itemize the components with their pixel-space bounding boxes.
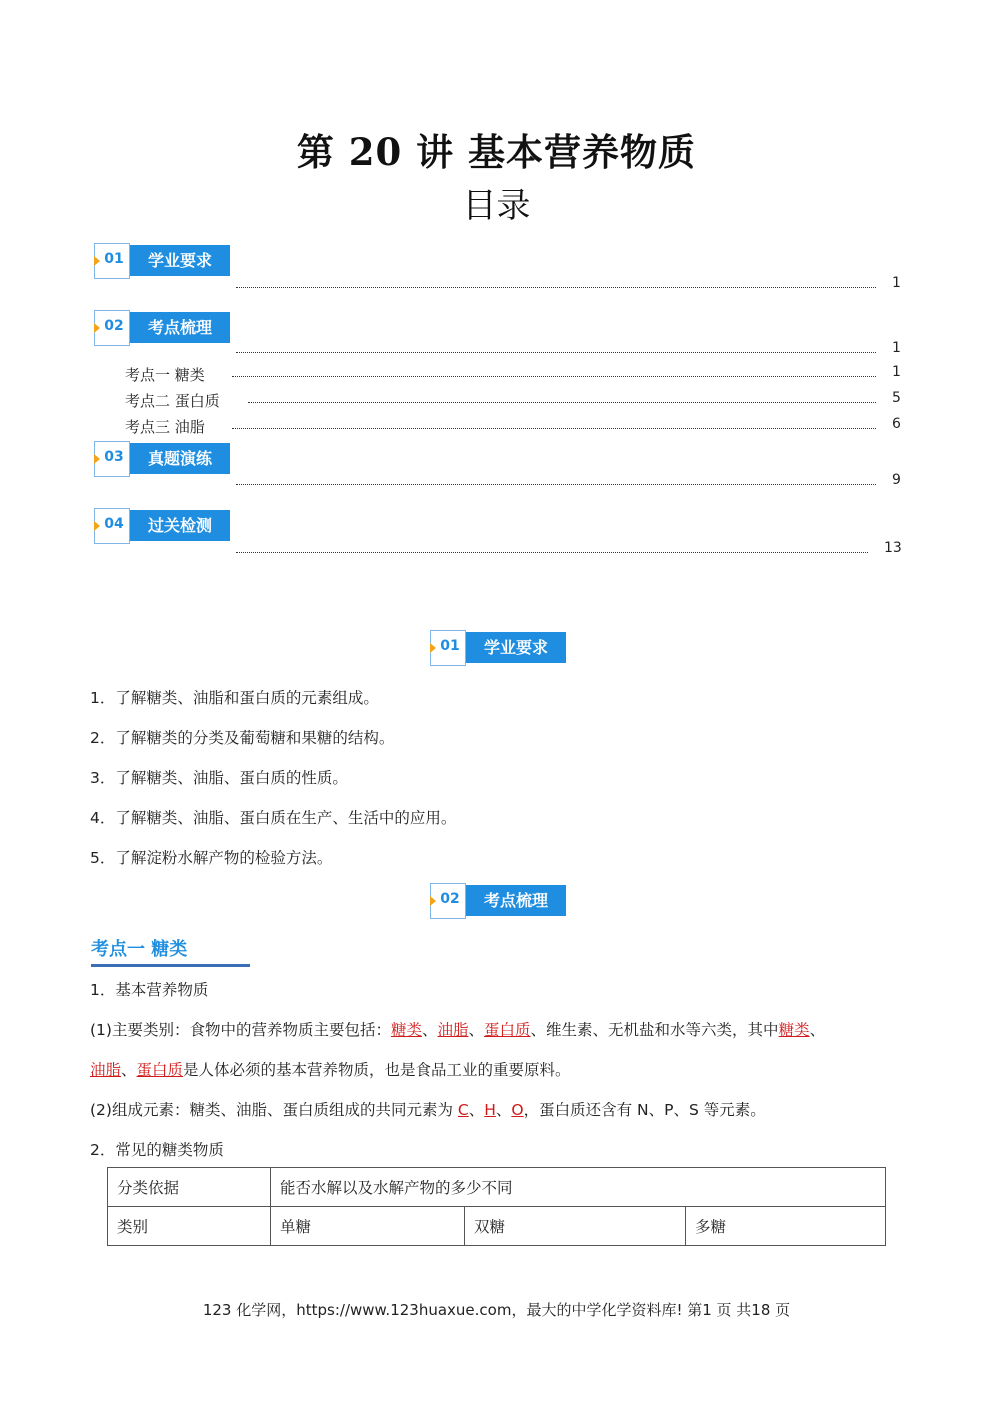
toc-page-number: 1: [892, 275, 901, 291]
answer-blank: O: [511, 1101, 524, 1119]
answer-blank: 糖类: [778, 1021, 810, 1039]
toc-subentry-3[interactable]: [0, 416, 993, 436]
badge-label: 学业要求: [466, 632, 566, 663]
requirement-item: 4．了解糖类、油脂、蛋白质在生产、生活中的应用。: [90, 809, 457, 827]
table-row: [108, 1207, 886, 1246]
badge-label: 真题演练: [130, 443, 230, 474]
page-title: 第 20 讲 基本营养物质: [296, 130, 697, 174]
badge-label: 考点梳理: [466, 885, 566, 916]
answer-blank: 油脂: [90, 1061, 122, 1079]
subheading-2: 2．常见的糖类物质: [90, 1141, 224, 1159]
toc-page-number: 9: [892, 472, 901, 488]
toc-entry-02[interactable]: [0, 340, 993, 356]
text: 、维生素、无机盐和水等六类，其中: [530, 1021, 779, 1039]
table-cell: 双糖: [465, 1207, 686, 1246]
answer-blank: 油脂: [437, 1021, 469, 1039]
kaodian-heading: 考点一 糖类: [91, 939, 188, 960]
badge-number: 02: [440, 891, 460, 907]
badge-label: 过关检测: [130, 510, 230, 541]
toc-page-number: 1: [892, 340, 901, 356]
toc-leader-dots: [232, 416, 876, 429]
text: 、: [121, 1061, 137, 1079]
badge-number: 03: [104, 449, 124, 465]
badge-number: 04: [104, 516, 124, 532]
table-row: [108, 1168, 886, 1207]
text: ，蛋白质还含有 N、P、S 等元素。: [523, 1101, 766, 1119]
toc-leader-dots: [248, 390, 876, 403]
answer-blank: C: [457, 1101, 469, 1119]
requirement-item: 3．了解糖类、油脂、蛋白质的性质。: [90, 769, 348, 787]
toc-leader-dots: [236, 340, 876, 353]
paragraph-elements: [90, 1098, 766, 1120]
requirement-item: 5．了解淀粉水解产物的检验方法。: [90, 849, 333, 867]
answer-blank: 糖类: [390, 1021, 422, 1039]
toc-entry-01[interactable]: [0, 275, 993, 291]
toc-leader-dots: [236, 540, 868, 553]
toc-leader-dots: [236, 472, 876, 485]
toc-subentry-1[interactable]: [0, 364, 993, 384]
toc-leader-dots: [236, 275, 876, 288]
text: 是人体必须的基本营养物质，也是食品工业的重要原料。: [183, 1061, 571, 1079]
table-cell: 分类依据: [108, 1168, 271, 1207]
answer-blank: H: [484, 1101, 496, 1119]
toc-page-number: 5: [892, 390, 901, 406]
toc-page-number: 6: [892, 416, 901, 432]
heading-underline: [91, 964, 250, 967]
requirement-item: 1．了解糖类、油脂和蛋白质的元素组成。: [90, 689, 379, 707]
toc-subentry-2[interactable]: [0, 390, 993, 410]
toc-page-number: 1: [892, 364, 901, 380]
paragraph-main-categories: [90, 1018, 825, 1040]
text: 、: [495, 1101, 512, 1119]
toc-page-number: 13: [884, 540, 902, 556]
answer-blank: 蛋白质: [136, 1061, 184, 1079]
badge-number: 01: [104, 251, 124, 267]
text: 、: [468, 1021, 485, 1039]
table-cell: 多糖: [686, 1207, 886, 1246]
toc-subentry-label: 考点二 蛋白质: [125, 392, 220, 410]
section-badge-02: [430, 883, 566, 921]
table-cell: 类别: [108, 1207, 271, 1246]
badge-label: 考点梳理: [130, 312, 230, 343]
text: 、: [809, 1021, 826, 1039]
table-cell: 能否水解以及水解产物的多少不同: [271, 1168, 886, 1207]
text: (1)主要类别：食物中的营养物质主要包括：: [90, 1021, 391, 1039]
toc-title: 目录: [462, 186, 531, 226]
toc-subentry-label: 考点一 糖类: [125, 366, 205, 384]
section-badge-01: [430, 630, 566, 668]
text: 、: [421, 1021, 438, 1039]
toc-leader-dots: [232, 364, 876, 377]
subheading-1: 1．基本营养物质: [90, 981, 209, 999]
paragraph-continuation: [90, 1058, 571, 1080]
page-footer: 123 化学网，https://www.123huaxue.com，最大的中学化学资料库! 第1 页 共18 页: [202, 1301, 791, 1319]
badge-number: 01: [440, 638, 460, 654]
answer-blank: 蛋白质: [484, 1021, 531, 1039]
text: 、: [468, 1101, 485, 1119]
sugar-classification-table: [107, 1167, 886, 1246]
toc-entry-03[interactable]: [0, 472, 993, 488]
requirement-item: 2．了解糖类的分类及葡萄糖和果糖的结构。: [90, 729, 395, 747]
toc-entry-04[interactable]: [0, 540, 993, 556]
toc-subentry-label: 考点三 油脂: [125, 418, 205, 436]
badge-label: 学业要求: [130, 245, 230, 276]
table-cell: 单糖: [271, 1207, 465, 1246]
text: (2)组成元素：糖类、油脂、蛋白质组成的共同元素为: [90, 1101, 458, 1119]
badge-number: 02: [104, 318, 124, 334]
